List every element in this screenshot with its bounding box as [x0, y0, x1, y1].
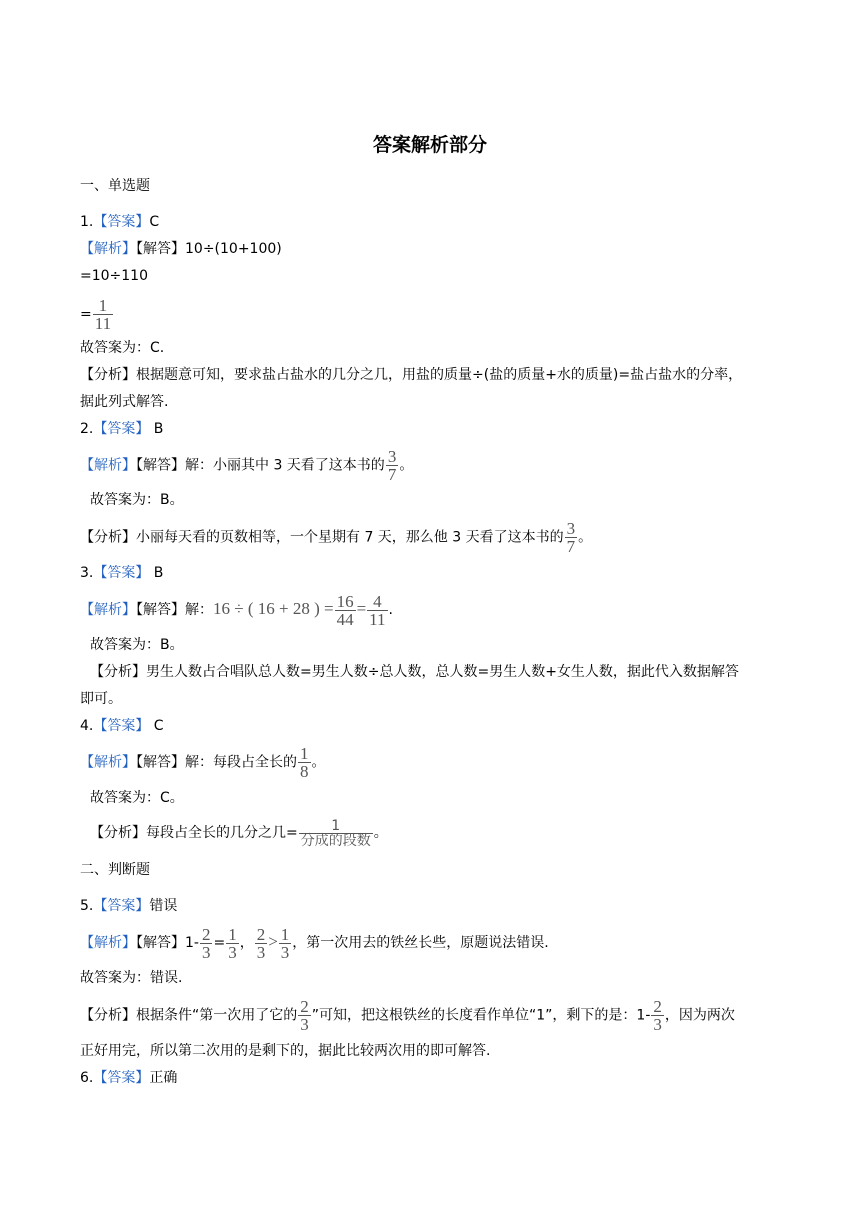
q4-jieda: 【解答】解：每段占全长的: [136, 754, 297, 771]
q3-jiexi-tag: 【解析】: [80, 602, 136, 618]
q3-fraction-2: [367, 593, 387, 628]
q1-analysis-line1: 【分析】根据题意可知，要求盐占盐水的几分之几，用盐的质量÷(盐的质量+水的质量)=盐占盐水的分率，: [80, 367, 743, 383]
q3-equals: =: [356, 599, 367, 618]
q3-end: .: [388, 602, 393, 618]
q5-answer-tag: 【答案】: [93, 898, 150, 914]
q5-separator: ，: [239, 935, 254, 951]
q2-answer-tag: 【答案】: [93, 421, 150, 437]
q5-af2-den: 3: [653, 1015, 662, 1034]
q3-f1-den: 44: [336, 609, 354, 629]
q5-fraction-4: [279, 926, 292, 961]
q5-f4-den: 3: [280, 942, 290, 962]
q3-number: 3.: [80, 565, 94, 581]
q3-answer: B: [149, 565, 164, 581]
q5-analysis-b: ”可知，把这根铁丝的长度看作单位“1”，剩下的是：1-: [311, 1007, 651, 1024]
q2-frac-den: 7: [387, 465, 397, 484]
q4-analysis-end: 。: [373, 825, 388, 841]
q3-expression: 16 ÷ ( 16 + 28 ) =: [213, 599, 334, 618]
q5-af1-num: 2: [300, 997, 309, 1016]
q5-fraction-1: [200, 926, 213, 961]
q5-f3-num: 2: [256, 924, 266, 944]
q5-analysis-fraction-2: [651, 998, 664, 1033]
q3-solution-line: [80, 592, 393, 628]
q3-f1-num: 16: [336, 591, 354, 611]
q4-conclusion: 故答案为：C。: [90, 790, 184, 806]
q6-answer-line: [80, 1068, 177, 1088]
q5-answer: 错误: [149, 898, 178, 914]
q2-number: 2.: [80, 421, 94, 437]
q5-f4-num: 1: [280, 924, 290, 944]
q5-jiexi-tag: 【解析】: [80, 935, 136, 951]
q2-solution-line: [80, 448, 413, 483]
q4-answer-line: [80, 716, 164, 736]
q2-af-den: 7: [566, 537, 576, 556]
q5-solution-line: [80, 925, 549, 961]
section-heading-true-false: 二、判断题: [80, 862, 150, 878]
q5-f2-num: 1: [228, 924, 237, 944]
q3-f2-num: 4: [373, 591, 382, 611]
q5-fraction-2: [226, 926, 239, 961]
q5-analysis-line2: 正好用完，所以第二次用的是剩下的，据此比较两次用的即可解答.: [80, 1043, 491, 1059]
q5-analysis-line1: [80, 998, 735, 1033]
q2-jieda: 【解答】解：小丽其中 3 天看了这本书的: [136, 457, 385, 474]
q4-number: 4.: [80, 718, 94, 734]
q1-frac-num: 1: [98, 296, 108, 315]
q1-step2: =10÷110: [80, 268, 148, 284]
q2-analysis-fraction: [565, 520, 578, 555]
q4-analysis: [90, 815, 388, 851]
q4-answer: C: [149, 718, 164, 734]
q4-fraction: [298, 745, 311, 780]
q4-jiexi-tag: 【解析】: [80, 754, 136, 771]
q2-fraction: [386, 448, 399, 483]
q1-step3: [80, 297, 114, 332]
q3-answer-tag: 【答案】: [93, 565, 150, 581]
section-heading-single-choice: 一、单选题: [80, 178, 150, 194]
q5-analysis-c: ，因为两次: [664, 1007, 735, 1024]
q5-jieda-prefix: 【解答】1-: [136, 935, 199, 951]
q5-jieda-rest: ，第一次用去的铁丝长些，原题说法错误.: [292, 935, 549, 951]
q3-jieda: 【解答】解：: [136, 602, 213, 618]
q2-answer: B: [149, 421, 164, 437]
q5-equals: =: [213, 935, 226, 951]
q4-frac-den: 8: [300, 762, 309, 781]
page-title: 答案解析部分: [372, 134, 487, 156]
q3-conclusion: 故答案为：B。: [90, 637, 184, 653]
q1-answer-tag: 【答案】: [93, 214, 150, 230]
q1-jieda: 【解答】10÷(10+100): [136, 241, 282, 257]
q1-analysis-line2: 据此列式解答.: [80, 394, 169, 410]
q1-number: 1.: [80, 214, 94, 230]
q2-af-num: 3: [566, 519, 576, 538]
q4-answer-tag: 【答案】: [93, 718, 150, 734]
q4-af-num: 1: [331, 817, 341, 834]
q1-step3-prefix: =: [80, 306, 92, 323]
q1-solution-line: [80, 239, 282, 259]
q3-answer-line: [80, 563, 163, 583]
q2-end: 。: [399, 457, 414, 474]
q2-analysis-text: 【分析】小丽每天看的页数相等，一个星期有 7 天，那么他 3 天看了这本书的: [80, 529, 564, 546]
q4-solution-line: [80, 745, 326, 780]
q5-af1-den: 3: [300, 1015, 309, 1034]
q5-conclusion: 故答案为：错误.: [80, 970, 183, 986]
q5-number: 5.: [80, 898, 94, 914]
q5-fraction-3: [255, 926, 268, 961]
q5-f1-num: 2: [201, 924, 211, 944]
q1-frac-den: 11: [94, 314, 112, 333]
q5-f3-den: 3: [256, 942, 266, 962]
q5-analysis-fraction-1: [298, 998, 311, 1033]
q2-analysis: [80, 520, 592, 555]
q5-f2-den: 3: [228, 942, 237, 962]
q2-answer-line: [80, 419, 163, 439]
q6-number: 6.: [80, 1070, 94, 1086]
q5-af2-num: 2: [653, 997, 662, 1016]
q1-jiexi-tag: 【解析】: [80, 241, 136, 257]
q4-end: 。: [311, 754, 326, 771]
q6-answer-tag: 【答案】: [93, 1070, 150, 1086]
q2-conclusion: 故答案为：B。: [90, 492, 184, 508]
q5-answer-line: [80, 896, 177, 916]
q1-conclusion: 故答案为：C.: [80, 340, 165, 356]
q2-analysis-end: 。: [578, 529, 593, 546]
q5-analysis-a: 【分析】根据条件“第一次用了它的: [80, 1007, 298, 1024]
q6-answer: 正确: [149, 1070, 178, 1086]
q4-analysis-text: 【分析】每段占全长的几分之几=: [90, 825, 298, 841]
q2-frac-num: 3: [387, 447, 397, 466]
q5-f1-den: 3: [201, 942, 211, 962]
q4-af-den: 分成的段数: [300, 832, 371, 849]
q1-answer-line: [80, 212, 159, 232]
q2-jiexi-tag: 【解析】: [80, 457, 136, 474]
q3-f2-den: 11: [369, 609, 386, 629]
q1-answer: C: [149, 214, 160, 230]
q3-analysis-line1: 【分析】男生人数占合唱队总人数=男生人数÷总人数，总人数=男生人数+女生人数，据此代入数据解答: [90, 664, 739, 680]
q4-frac-num: 1: [300, 744, 309, 763]
q4-analysis-fraction: [299, 819, 373, 848]
q3-fraction-1: [335, 593, 356, 628]
q3-analysis-line2: 即可。: [80, 691, 122, 707]
q1-fraction: [93, 297, 113, 332]
q5-greater-than: >: [268, 932, 278, 951]
